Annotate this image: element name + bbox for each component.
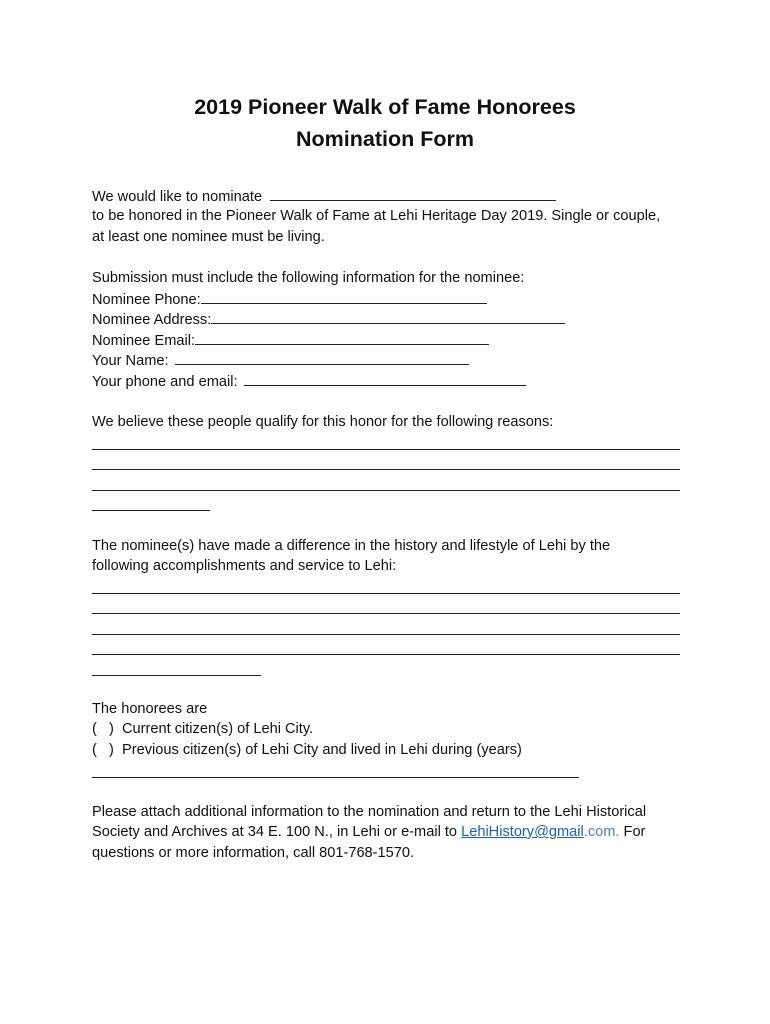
- your-name-row: [92, 350, 469, 371]
- closing-line-1: Please attach additional information to the nomination and return to the Lehi Historical: [92, 804, 647, 820]
- your-name-label: Your Name:: [92, 353, 169, 369]
- nominee-address-field[interactable]: [211, 309, 565, 324]
- accomplishments-answer-line-3[interactable]: [92, 634, 680, 635]
- your-contact-row: [92, 371, 526, 392]
- honorees-option-previous[interactable]: ( ) Previous citizen(s) of Lehi City and lived in Lehi during (years): [92, 742, 522, 758]
- closing-line-2-text: Society and Archives at 34 E. 100 N., in Lehi or e-mail to: [92, 824, 462, 840]
- reasons-answer-line-4[interactable]: [92, 510, 210, 511]
- nominee-email-row: [92, 330, 489, 351]
- form-title-line-1: 2019 Pioneer Walk of Fame Honorees: [194, 95, 576, 119]
- honorees-heading: The honorees are: [92, 701, 208, 717]
- closing-line-3: questions or more information, call 801-768-1570.: [92, 845, 415, 861]
- your-name-field[interactable]: [175, 350, 469, 365]
- nominee-phone-label: Nominee Phone:: [92, 292, 201, 308]
- nominee-email-label: Nominee Email:: [92, 333, 196, 349]
- honorees-years-line[interactable]: [92, 777, 579, 778]
- email-link-tail[interactable]: .com.: [583, 824, 620, 840]
- accomplishments-answer-line-2[interactable]: [92, 613, 680, 614]
- reasons-answer-line-1[interactable]: [92, 449, 680, 450]
- nominee-email-field[interactable]: [195, 330, 489, 345]
- form-title-line-2: Nomination Form: [296, 127, 474, 151]
- your-contact-field[interactable]: [244, 371, 526, 386]
- closing-line-2-end: For: [619, 824, 646, 840]
- reasons-prompt: We believe these people qualify for this honor for the following reasons:: [92, 414, 554, 430]
- nominee-address-label: Nominee Address:: [92, 312, 212, 328]
- accomplishments-answer-line-4[interactable]: [92, 654, 680, 655]
- intro-line-2: to be honored in the Pioneer Walk of Fame at Lehi Heritage Day 2019. Single or couple,: [92, 208, 661, 224]
- nominee-address-row: [92, 309, 565, 330]
- closing-line-2: [92, 822, 645, 842]
- accomplishments-prompt-line-1: The nominee(s) have made a difference in the history and lifestyle of Lehi by the: [92, 538, 611, 554]
- nominee-phone-field[interactable]: [201, 289, 487, 304]
- reasons-answer-line-2[interactable]: [92, 469, 680, 470]
- honorees-option-current[interactable]: ( ) Current citizen(s) of Lehi City.: [92, 721, 314, 737]
- nominee-name-field[interactable]: [270, 186, 556, 201]
- submission-heading: Submission must include the following information for the nominee:: [92, 270, 525, 286]
- accomplishments-answer-line-5[interactable]: [92, 675, 261, 676]
- your-contact-label: Your phone and email:: [92, 374, 238, 390]
- accomplishments-prompt-line-2: following accomplishments and service to Lehi:: [92, 558, 397, 574]
- intro-line-3: at least one nominee must be living.: [92, 229, 325, 245]
- email-link[interactable]: LehiHistory@gmail: [461, 824, 584, 840]
- nominate-label: We would like to nominate: [92, 189, 263, 205]
- reasons-answer-line-3[interactable]: [92, 490, 680, 491]
- nominate-row: [92, 186, 556, 207]
- nominee-phone-row: [92, 289, 487, 310]
- accomplishments-answer-line-1[interactable]: [92, 593, 680, 594]
